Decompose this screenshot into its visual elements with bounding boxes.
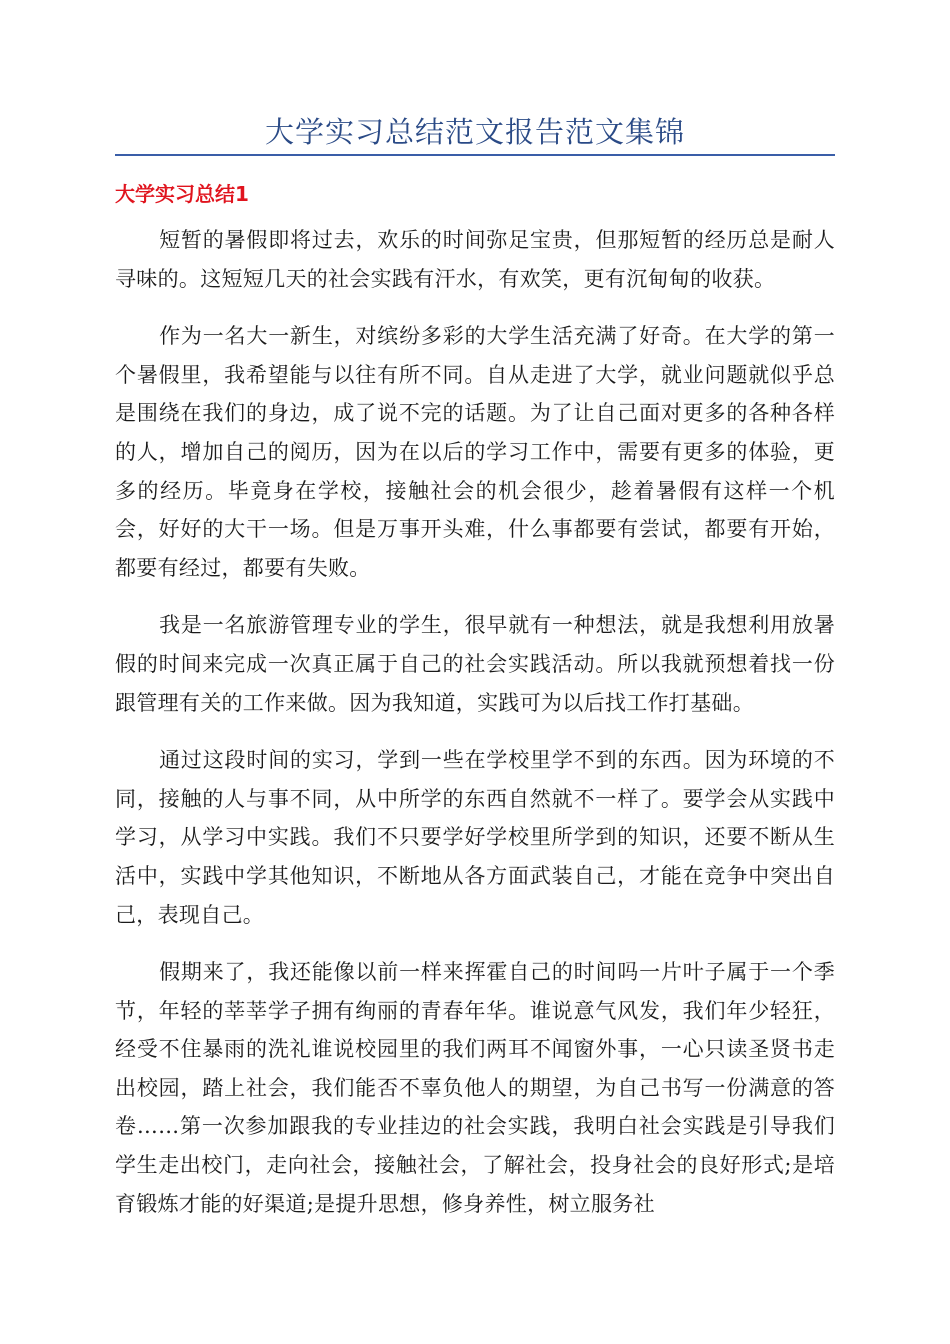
title-underline <box>115 154 835 156</box>
document-title: 大学实习总结范文报告范文集锦 <box>264 115 685 149</box>
paragraph-3: 我是一名旅游管理专业的学生，很早就有一种想法，就是我想利用放暑假的时间来完成一次真正属于自己的社会实践活动。所以我就预想着找一份跟管理有关的工作来做。因为我知道，实践可为以后找工作打基础。 <box>115 613 835 715</box>
paragraph-4: 通过这段时间的实习，学到一些在学校里学不到的东西。因为环境的不同，接触的人与事不同，从中所学的东西自然就不一样了。要学会从实践中学习，从学习中实践。我们不只要学好学校里所学到的知识，还要不断从生活中，实践中学其他知识，不断地从各方面武装自己，才能在竞争中突出自己，表现自己。 <box>115 748 835 927</box>
paragraph-2: 作为一名大一新生，对缤纷多彩的大学生活充满了好奇。在大学的第一个暑假里，我希望能与以往有所不同。自从走进了大学，就业问题就似乎总是围绕在我们的身边，成了说不完的话题。为了让自己面对更多的各种各样的人，增加自己的阅历，因为在以后的学习工作中，需要有更多的体验，更多的经历。毕竟身在学校，接触社会的机会很少，趁着暑假有这样一个机会，好好的大干一场。但是万事开头难，什么事都要有尝试，都要有开始，都要有经过，都要有失败。 <box>115 324 835 580</box>
document-body <box>115 221 835 1242</box>
paragraph-5: 假期来了，我还能像以前一样来挥霍自己的时间吗一片叶子属于一个季节，年轻的莘莘学子拥有绚丽的青春年华。谁说意气风发，我们年少轻狂，经受不住暴雨的洗礼谁说校园里的我们两耳不闻窗外事，一心只读圣贤书走出校园，踏上社会，我们能否不辜负他人的期望，为自己书写一份满意的答卷……第一次参加跟我的专业挂边的社会实践，我明白社会实践是引导我们学生走出校门，走向社会，接触社会，了解社会，投身社会的良好形式;是培育锻炼才能的好渠道;是提升思想，修身养性，树立服务社 <box>115 960 835 1216</box>
paragraph-1: 短暂的暑假即将过去，欢乐的时间弥足宝贵，但那短暂的经历总是耐人寻味的。这短短几天的社会实践有汗水，有欢笑，更有沉甸甸的收获。 <box>115 228 835 291</box>
section-heading: 大学实习总结1 <box>115 182 249 206</box>
